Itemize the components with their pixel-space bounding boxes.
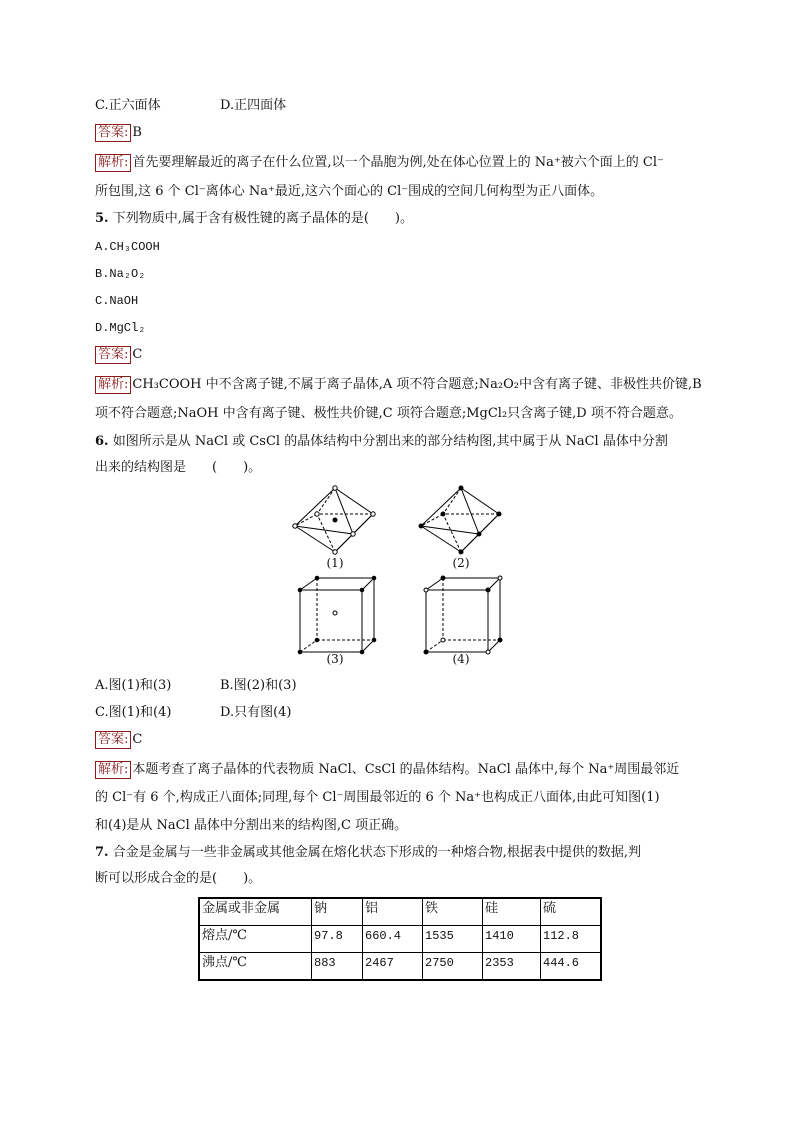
table-cell: 883 [312,953,363,981]
q7-data-table [198,897,602,981]
table-header-row [199,898,601,926]
q4-option-c: C.正六面体 [95,98,161,113]
q6-option-c: C.图(1)和(4) [95,705,172,720]
q4-option-d: D.正四面体 [220,98,287,113]
table-cell: 2750 [423,953,483,981]
table-cell: 熔点/℃ [199,926,312,953]
q5-number: 5. [95,211,109,226]
q5-stem-text: 下列物质中,属于含有极性键的离子晶体的是( )。 [112,211,413,226]
table-cell: 660.4 [363,926,423,953]
q4-options-line [95,97,287,115]
table-cell: 1535 [423,926,483,953]
q5-analysis-line-2: 项不符合题意;NaOH 中含有离子键、极性共价键,C 项符合题意;MgCl₂只含离子键,D 项不符合题意。 [95,406,682,421]
q6-option-a: A.图(1)和(3) [95,678,172,693]
figure-3-cube [298,576,376,654]
table-header-cell: 硅 [483,898,541,926]
q6-analysis-line-1 [95,761,679,779]
table-cell: 444.6 [541,953,602,981]
figure-2-caption: (2) [452,556,470,570]
table-header-cell: 铝 [363,898,423,926]
q6-option-d: D.只有图(4) [220,705,292,720]
table-row [199,926,601,953]
table-header-cell: 钠 [312,898,363,926]
analysis-label: 解析: [95,761,131,779]
q7-number: 7. [95,845,109,860]
answer-label: 答案: [95,124,131,142]
q6-stem-text-1: 如图所示是从 NaCl 或 CsCl 的晶体结构中分割出来的部分结构图,其中属于从 NaCl 晶体中分割 [112,434,668,449]
q5-option-b: B.Na₂O₂ [95,267,146,281]
q6-stem-1 [95,433,668,451]
q6-option-b: B.图(2)和(3) [220,678,297,693]
q6-answer-line [95,731,142,749]
figure-1-caption: (1) [326,556,344,570]
q4-answer-line [95,124,142,142]
figure-1-octahedron [293,486,375,554]
q4-answer: B [132,125,142,140]
crystal-structure-figures [280,478,520,670]
table-header-cell: 铁 [423,898,483,926]
answer-label: 答案: [95,346,131,364]
table-cell: 沸点/℃ [199,953,312,981]
table-cell: 2467 [363,953,423,981]
crystal-figures-svg [280,478,520,670]
q7-stem-2: 断可以形成合金的是( )。 [95,871,262,886]
q5-answer-line [95,346,142,364]
table-header-cell: 硫 [541,898,602,926]
q6-analysis-line-2: 的 Cl⁻有 6 个,构成正八面体;同理,每个 Cl⁻周围最邻近的 6 个 Na⁺也构成正八面体,由此可知图(1) [95,790,660,805]
q7-stem-1 [95,844,641,862]
table-cell: 97.8 [312,926,363,953]
table-header-cell: 金属或非金属 [199,898,312,926]
q5-option-c: C.NaOH [95,294,139,308]
q7-stem-text-1: 合金是金属与一些非金属或其他金属在熔化状态下形成的一种熔合物,根据表中提供的数据,判 [112,845,641,860]
q6-options-ab [95,677,297,695]
q5-option-a: A.CH₃COOH [95,240,160,254]
answer-label: 答案: [95,731,131,749]
q5-option-d: D.MgCl₂ [95,321,146,335]
q4-analysis-line-2: 所包围,这 6 个 Cl⁻离体心 Na⁺最近,这六个面心的 Cl⁻围成的空间几何构型为正八面体。 [95,184,604,199]
q5-analysis-text-1: CH₃COOH 中不含离子键,不属于离子晶体,A 项不符合题意;Na₂O₂中含有离子键、非极性共价键,B [132,377,702,392]
q6-stem-2: 出来的结构图是 ( )。 [95,460,262,475]
q5-answer: C [132,347,143,362]
q5-analysis-line-1 [95,376,702,394]
q4-analysis-text-1: 首先要理解最近的离子在什么位置,以一个晶胞为例,处在体心位置上的 Na⁺被六个面上的 Cl⁻ [132,155,664,170]
table-row [199,953,601,981]
q6-options-cd [95,704,292,722]
table-cell: 1410 [483,926,541,953]
q6-number: 6. [95,434,109,449]
analysis-label: 解析: [95,376,131,394]
table-cell: 2353 [483,953,541,981]
q5-stem [95,210,413,228]
q4-analysis-line-1 [95,154,664,172]
q6-answer: C [132,732,143,747]
analysis-label: 解析: [95,154,131,172]
figure-4-caption: (4) [452,652,470,666]
q6-analysis-text-1: 本题考查了离子晶体的代表物质 NaCl、CsCl 的晶体结构。NaCl 晶体中,每个 Na⁺周围最邻近 [132,762,680,777]
table-cell: 112.8 [541,926,602,953]
figure-3-caption: (3) [326,652,344,666]
q6-analysis-line-3: 和(4)是从 NaCl 晶体中分割出来的结构图,C 项正确。 [95,818,408,833]
figure-2-octahedron [419,486,501,554]
figure-4-cube [424,576,502,654]
